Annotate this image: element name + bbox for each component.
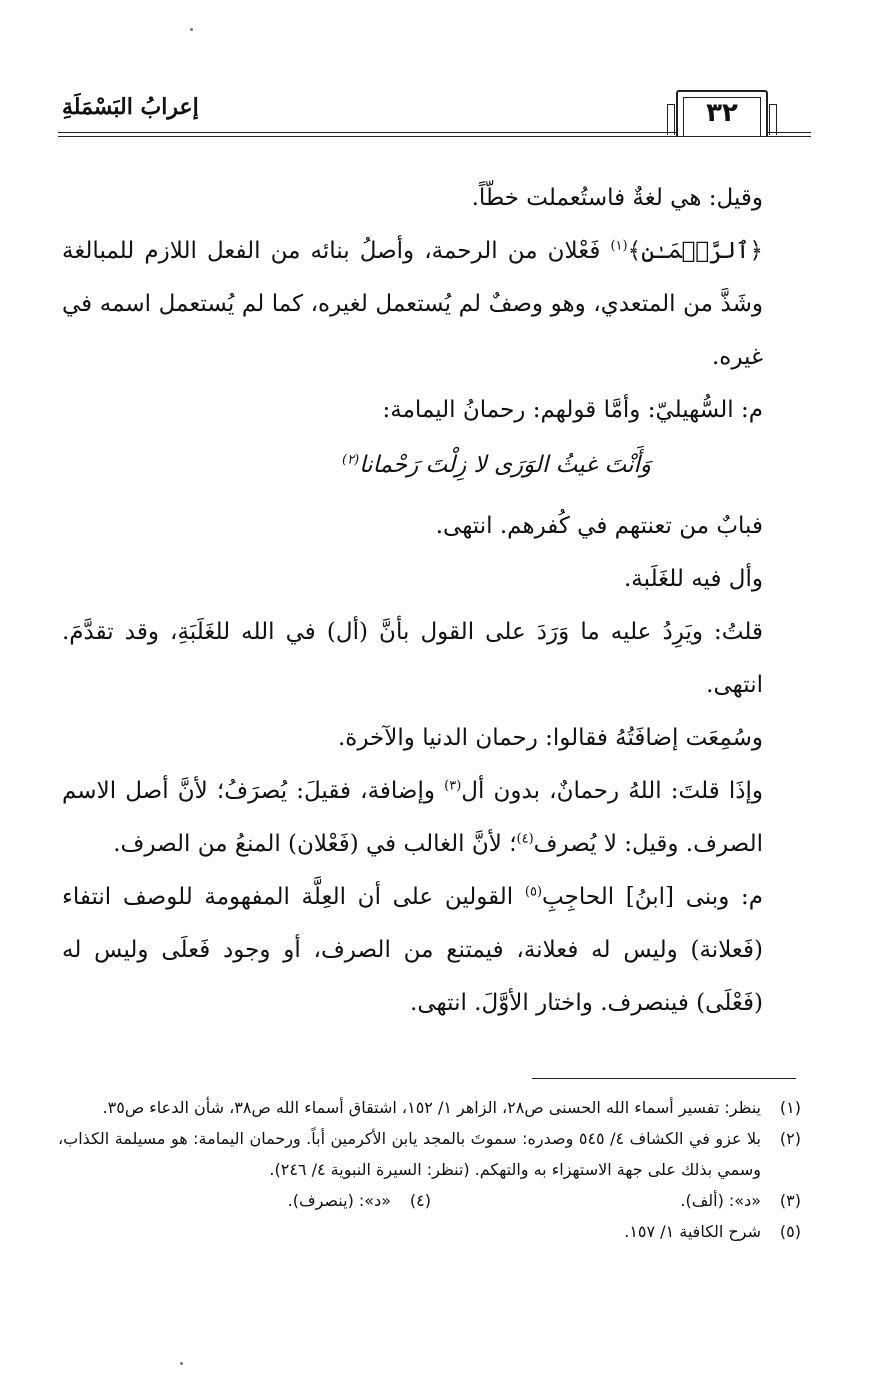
page-number: ٣٢: [706, 98, 738, 128]
footnote-separator: [532, 1078, 796, 1079]
page-number-book-icon: [676, 90, 768, 136]
paragraph: م: وبنى [ابنُ] الحاجِبِ$^{(٥)}$ القولين على أن العِلَّة المفهومة للوصف انتفاء (فَعلانة) وليس له فعلانة، فيمتنع من الصرف، أو وجود فَعلَى وليس له (فَعْلَى) فينصرف. واختار الأوَّلَ. انتهى.: [62, 884, 763, 1016]
footnote-text: بلا عزو في الكشاف ٤/ ٥٤٥ وصدره: سموتَ بالمجد يابن الأكرمين أباً. ورحمان اليمامة: هو مسيلمة الكذاب، وسمي بذلك على جهة الاستهزاء به والتهكم. (تنظر: السيرة النبوية ٤/ ٢٤٦).: [58, 1129, 761, 1179]
footnote-marker[interactable]: (١): [610, 238, 628, 254]
paragraph: ﴿ٱلرَّحۡمَـٰنِ﴾$^{(١)}$ فَعْلان من الرحمة، وأصلُ بنائه من الفعل اللازم للمبالغة وشَذَّ من المتعدي، وهو وصفٌ لم يُستعمل لغيره، كما لم يُستعمل اسمه في غيره.: [62, 238, 764, 370]
footnote-number: (١): [779, 1098, 801, 1117]
poetry-verse: وَأَنْتَ غيثُ الوَرَى لا زِلْتَ رَحْمانا$^{(٢)}$: [342, 452, 651, 478]
quran-word: ﴿ٱلرَّحۡمَـٰنِ﴾: [627, 238, 764, 264]
footnote-marker[interactable]: (٤): [516, 831, 534, 847]
footnote-row: [58, 1185, 801, 1216]
paragraph: وأل فيه للغَلَبة.: [623, 566, 763, 592]
footnote: [431, 1185, 801, 1216]
page-speck: [190, 28, 193, 31]
footnote-number: (٢): [779, 1129, 801, 1148]
book-fold-right: [769, 104, 777, 135]
paragraph: وسُمِعَت إضافَتُهُ فقالوا: رحمان الدنيا والآخرة.: [338, 725, 763, 751]
footnote: [58, 1216, 801, 1247]
footnote-marker[interactable]: (٥): [524, 884, 543, 900]
footnote-marker[interactable]: (٢): [342, 452, 360, 468]
footnote-text: شرح الكافية ١/ ١٥٧.: [624, 1222, 761, 1241]
paragraph: وإذَا قلتَ: اللهُ رحمانٌ، بدون أل$^{(٣)}$ وإضافة، فقيلَ: يُصرَفُ؛ لأنَّ أصل الاسم الصرف. وقيل: لا يُصرف$^{(٤)}$؛ لأنَّ الغالب في (فَعْلان) المنعُ من الصرف.: [62, 778, 763, 857]
header-rule: [58, 136, 811, 137]
running-header-title: إعرابُ البَسْمَلَةِ: [62, 94, 199, 120]
page-speck: [180, 1362, 183, 1365]
paragraph: وقيل: هي لغةٌ فاستُعملت خطّاً.: [471, 185, 763, 211]
footnote-text: «د»: (ينصرف).: [287, 1191, 391, 1210]
footnote-number: (٣): [779, 1191, 801, 1210]
footnote-marker[interactable]: (٣): [444, 778, 462, 794]
footnote-text: «د»: (ألف).: [680, 1191, 761, 1210]
footnote: [58, 1123, 801, 1185]
book-fold-left: [667, 104, 675, 135]
paragraph: فبابٌ من تعنتهم في كُفرهم. انتهى.: [435, 513, 763, 539]
paragraph: م: السُّهيليّ: وأمَّا قولهم: رحمانُ اليمامة:: [382, 397, 763, 423]
main-text: [62, 172, 801, 1030]
footnote-number: (٥): [779, 1222, 801, 1241]
footnotes: [58, 1092, 801, 1247]
footnote-number: (٤): [409, 1191, 431, 1210]
footnote: [61, 1185, 431, 1216]
footnote: [58, 1092, 801, 1123]
paragraph: قلتُ: ويَرِدُ عليه ما وَرَدَ على القول بأنَّ (أل) في الله للغَلَبَةِ، وقد تقدَّمَ. انتهى.: [62, 619, 763, 698]
footnote-text: ينظر: تفسير أسماء الله الحسنى ص٢٨، الزاهر ١/ ١٥٢، اشتقاق أسماء الله ص٣٨، شأن الدعاء ص٣٥.: [102, 1098, 761, 1117]
